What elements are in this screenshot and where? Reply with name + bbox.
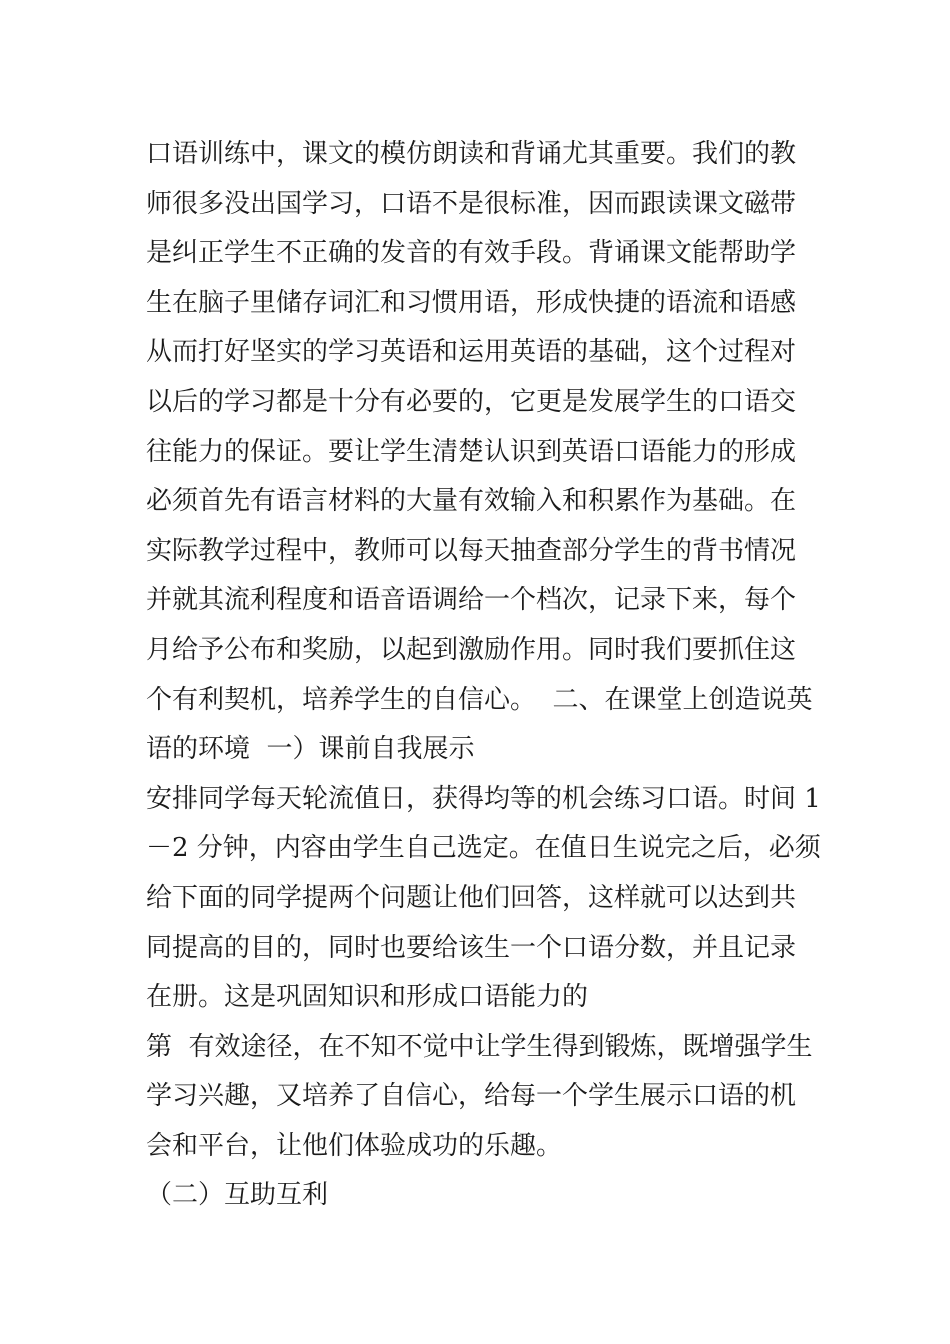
text-line: 给下面的同学提两个问题让他们回答，这样就可以达到共 [146, 882, 797, 913]
text-line: 生在脑子里储存词汇和习惯用语，形成快捷的语流和语感 [146, 287, 797, 318]
text-line: 必须首先有语言材料的大量有效输入和积累作为基础。在 [146, 486, 797, 517]
text-line: 同提高的目的，同时也要给该生一个口语分数，并且记录 [146, 932, 797, 963]
text-line: 会和平台，让他们体验成功的乐趣。 [146, 1130, 563, 1161]
section-heading: （二）互助互利 [146, 1180, 329, 1211]
text-line: 安排同学每天轮流值日，获得均等的机会练习口语。时间 1 [146, 783, 821, 814]
text-line: 并就其流利程度和语音语调给一个档次，记录下来，每个 [146, 585, 797, 616]
text-line: 实际教学过程中，教师可以每天抽查部分学生的背书情况 [146, 535, 797, 566]
text-line: 在册。这是巩固知识和形成口语能力的 [146, 982, 589, 1013]
text-line: 以后的学习都是十分有必要的，它更是发展学生的口语交 [146, 386, 797, 417]
text-line: 学习兴趣，又培养了自信心，给每一个学生展示口语的机 [146, 1081, 797, 1112]
text-line: 月给予公布和奖励，以起到激励作用。同时我们要抓住这 [146, 634, 797, 665]
text-line: －2 分钟，内容由学生自己选定。在值日生说完之后，必须 [146, 833, 821, 864]
text-line: 口语训练中，课文的模仿朗读和背诵尤其重要。我们的教 [146, 139, 797, 169]
text-line: 是纠正学生不正确的发音的有效手段。背诵课文能帮助学 [146, 238, 797, 269]
text-line: 师很多没出国学习，口语不是很标准，因而跟读课文磁带 [146, 188, 797, 219]
text-line: 语的环境 一）课前自我展示 [146, 734, 475, 765]
text-line: 往能力的保证。要让学生清楚认识到英语口语能力的形成 [146, 436, 797, 467]
body-text [146, 130, 821, 1221]
text-line: 个有利契机，培养学生的自信心。 二、在课堂上创造说英 [146, 684, 813, 715]
text-line: 从而打好坚实的学习英语和运用英语的基础，这个过程对 [146, 337, 797, 368]
text-line: 第 有效途径，在不知不觉中让学生得到锻炼，既增强学生 [146, 1031, 813, 1062]
